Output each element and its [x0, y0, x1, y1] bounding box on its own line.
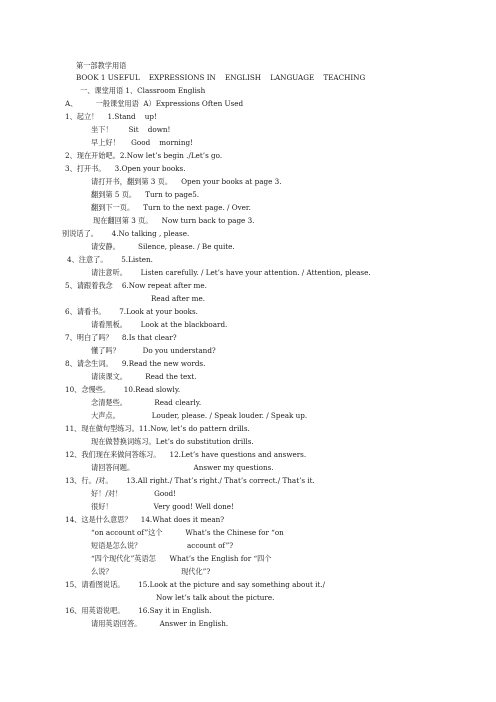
doc-line: 早上好！ Good morning!	[91, 138, 193, 147]
doc-line: “四个现代化”英语怎 What’s the English for “四个	[91, 554, 272, 563]
doc-line: 8、请念生词。 9.Read the new words.	[65, 359, 206, 368]
doc-line: 11、现在做句型练习。11.Now, let’s do pattern drills.	[65, 424, 250, 433]
doc-line: 请注意听。 Listen carefully. / Let’s have your attention. / Attention, please.	[91, 268, 371, 277]
doc-line: 短语是怎么说？ account of”?	[91, 541, 234, 550]
doc-line: 5、请跟着我念 6.Now repeat after me.	[65, 281, 207, 290]
doc-line: Read after me.	[151, 294, 205, 303]
doc-line: 大声点。 Louder, please. / Speak louder. / Speak up.	[91, 411, 308, 420]
doc-line: 好！/对！ Good!	[91, 489, 177, 498]
doc-line: 请安静。 Silence, please. / Be quite.	[91, 242, 235, 251]
doc-line: 14、这是什么意思？ 14.What does it mean?	[65, 515, 225, 524]
doc-line: 翻到下一页。 Turn to the next page. / Over.	[91, 203, 251, 212]
doc-line: 请回答问题。 Answer my questions.	[91, 463, 274, 472]
doc-line: 4、注意了。 5.Listen.	[67, 255, 153, 264]
doc-line: 请读课文。 Read the text.	[91, 372, 197, 381]
doc-line: 15、请看图说话。 15.Look at the picture and say something about it./	[65, 580, 326, 589]
doc-line: 2、现在开始吧。2.Now let’s begin ./Let’s go.	[65, 151, 223, 160]
doc-line: 12、我们现在来做问答练习。 12.Let’s have questions and answers.	[65, 450, 307, 459]
doc-line: 1、起立！ 1.Stand up!	[65, 112, 157, 121]
doc-book-title: BOOK 1 USEFUL EXPRESSIONS IN ENGLISH LANGUAGE TEACHING	[76, 73, 366, 82]
doc-subsection-heading: A、 一般课堂用语 A）Expressions Often Used	[65, 99, 244, 108]
doc-line: 别说话了。 4.No talking , please.	[62, 229, 190, 238]
doc-line: 请看黑板。 Look at the blackboard.	[91, 320, 228, 329]
doc-line: 请打开书，翻到第 3 页。 Open your books at page 3.	[91, 177, 282, 186]
doc-line: “on account of”这个 What’s the Chinese for “on	[91, 528, 284, 537]
doc-line: 么说？ 现代化”?	[91, 567, 211, 576]
doc-line: 念清楚些。 Read clearly.	[91, 398, 202, 407]
doc-line: 现在翻回第 3 页。 Now turn back to page 3.	[93, 216, 255, 225]
doc-line: 很好！ Very good! Well done!	[91, 502, 234, 511]
doc-line: 3、打开书。 3.Open your books.	[65, 164, 186, 173]
doc-line: 16、用英语说吧。 16.Say it in English.	[65, 606, 212, 615]
doc-line: 懂了吗？ Do you understand?	[91, 346, 216, 355]
doc-line: 10、念慢些。 10.Read slowly.	[65, 385, 181, 394]
doc-heading: 第一部教学用语	[76, 61, 127, 70]
doc-line: 6、请看书。 7.Look at your books.	[65, 307, 198, 316]
doc-line: 7、明白了吗？ 8.Is that clear?	[65, 333, 177, 342]
doc-section-heading: 一、课堂用语 1、Classroom English	[80, 86, 206, 95]
doc-line: 现在做替换词练习。Let’s do substitution drills.	[91, 437, 254, 446]
doc-line: 翻到第 5 页。 Turn to page5.	[91, 190, 200, 199]
doc-line: 请用英语回答。 Answer in English.	[91, 619, 229, 628]
doc-line: 坐下！ Sit down!	[91, 125, 171, 134]
doc-line: Now let’s talk about the picture.	[156, 593, 275, 602]
doc-line: 13、行。/对。 13.All right./ That’s right./ That’s correct./ That’s it.	[65, 476, 315, 485]
